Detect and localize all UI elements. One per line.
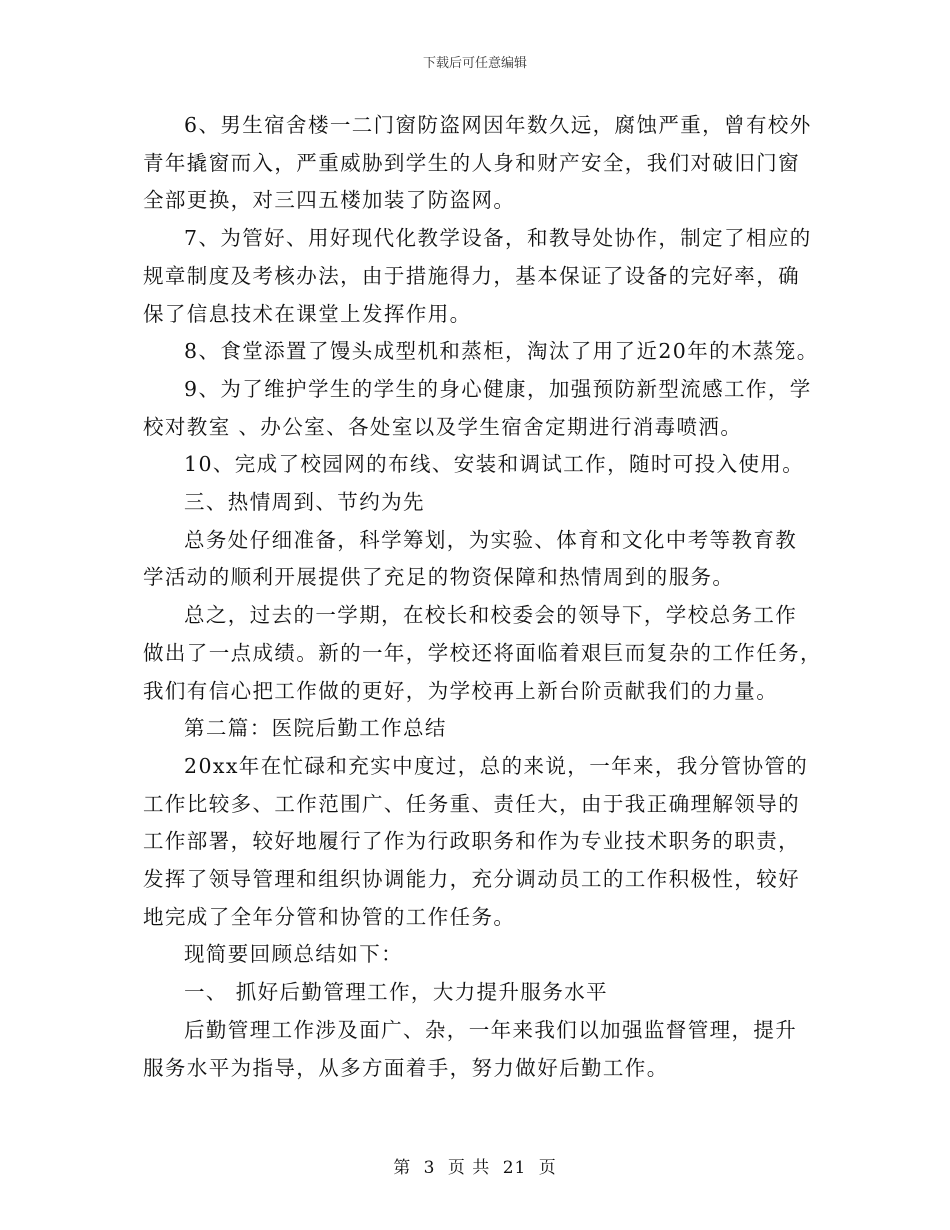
text-line: 工作比较多、工作范围广、任务重、责任大，由于我正确理解领导的 [143, 791, 800, 816]
text-line: 6、男生宿舍楼一二门窗防盗网因年数久远，腐蚀严重，曾有校外 [184, 113, 812, 137]
text-line: 做出了一点成绩。新的一年，学校还将面临着艰巨而复杂的工作任务， [143, 640, 822, 665]
text-line: 总务处仔细准备，科学筹划，为实验、体育和文化中考等教育教 [184, 527, 798, 552]
text-line: 全部更换，对三四五楼加装了防盗网。 [143, 188, 516, 213]
text-line: 8、食堂添置了馒头成型机和蒸柜，淘汰了用了近20年的木蒸笼。 [184, 339, 819, 364]
footer-middle: 页 共 [447, 1158, 491, 1178]
text-line: 10、完成了校园网的布线、安装和调试工作，随时可投入使用。 [184, 452, 805, 477]
text-line: 地完成了全年分管和协管的工作任务。 [143, 904, 516, 929]
section-heading: 第二篇：医院后勤工作总结 [184, 716, 447, 741]
text-line: 青年撬窗而入，严重威胁到学生的人身和财产安全，我们对破旧门窗 [143, 150, 800, 175]
section-heading: 三、热情周到、节约为先 [184, 490, 425, 515]
text-line: 总之，过去的一学期，在校长和校委会的领导下，学校总务工作 [184, 603, 798, 628]
text-line: 现简要回顾总结如下： [184, 942, 403, 967]
footer-current-page: 3 [423, 1158, 436, 1178]
text-line: 发挥了领导管理和组织协调能力，充分调动员工的工作积极性，较好 [143, 867, 800, 892]
page-footer [0, 1153, 950, 1178]
text-line: 规章制度及考核办法，由于措施得力，基本保证了设备的完好率，确 [143, 263, 800, 288]
section-heading: 一、 抓好后勤管理工作，大力提升服务水平 [184, 980, 609, 1005]
text-line: 我们有信心把工作做的更好，为学校再上新台阶贡献我们的力量。 [143, 678, 779, 703]
footer-suffix: 页 [538, 1158, 557, 1178]
text-line: 20xx年在忙碌和充实中度过，总的来说，一年来，我分管协管的 [184, 753, 809, 778]
text-line: 7、为管好、用好现代化教学设备，和教导处协作，制定了相应的 [184, 226, 812, 251]
text-line: 服务水平为指导，从多方面着手，努力做好后勤工作。 [143, 1055, 669, 1080]
text-line: 后勤管理工作涉及面广、杂，一年来我们以加强监督管理，提升 [184, 1017, 798, 1042]
text-line: 学活动的顺利开展提供了充足的物资保障和热情周到的服务。 [143, 565, 735, 590]
footer-prefix: 第 [393, 1158, 412, 1178]
footer-total-pages: 21 [502, 1158, 527, 1178]
text-line: 校对教室 、办公室、各处室以及学生宿舍定期进行消毒喷洒。 [143, 414, 743, 439]
text-line: 保了信息技术在课堂上发挥作用。 [143, 301, 472, 326]
header-note: 下载后可任意编辑 [422, 56, 527, 71]
text-line: 工作部署，较好地履行了作为行政职务和作为专业技术职务的职责， [143, 829, 800, 854]
text-line: 9、为了维护学生的学生的身心健康，加强预防新型流感工作，学 [184, 376, 812, 401]
document-body [143, 107, 822, 1087]
